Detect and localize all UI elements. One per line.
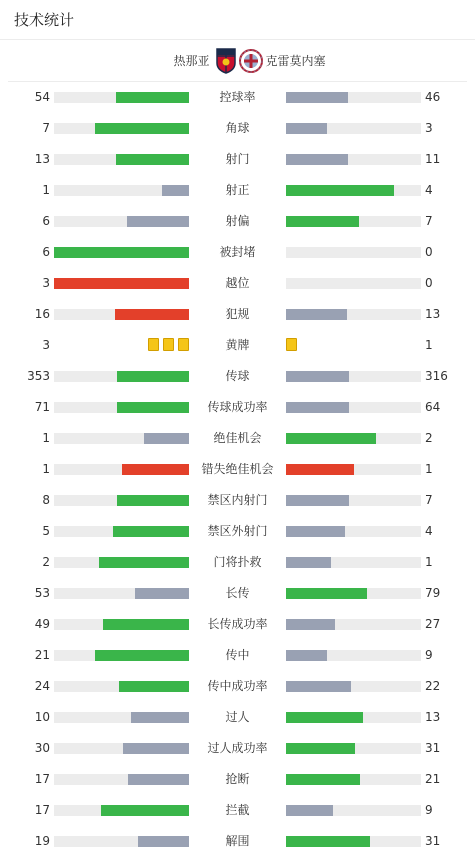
away-bar-fill bbox=[286, 154, 348, 165]
home-team[interactable] bbox=[173, 40, 235, 81]
stat-label: 抢断 bbox=[225, 772, 250, 786]
home-value: 17 bbox=[34, 772, 50, 786]
stat-label: 射正 bbox=[225, 183, 250, 197]
stat-label: 错失绝佳机会 bbox=[201, 462, 274, 476]
away-value: 1 bbox=[425, 338, 433, 352]
stat-label: 禁区外射门 bbox=[207, 524, 268, 538]
stat-label: 控球率 bbox=[219, 90, 256, 104]
home-value: 19 bbox=[34, 834, 50, 848]
away-value: 7 bbox=[425, 493, 433, 507]
stat-label: 射偏 bbox=[225, 214, 250, 228]
stat-row bbox=[0, 795, 475, 826]
home-value: 10 bbox=[34, 710, 50, 724]
away-bar-track bbox=[286, 185, 421, 196]
stat-row bbox=[0, 237, 475, 268]
away-value: 4 bbox=[425, 524, 433, 538]
home-bar-track bbox=[54, 309, 189, 320]
away-bar-fill bbox=[286, 557, 331, 568]
home-bar-track bbox=[54, 774, 189, 785]
home-bar-fill bbox=[117, 371, 189, 382]
home-bar-track bbox=[54, 123, 189, 134]
stat-row bbox=[0, 516, 475, 547]
away-bar-track bbox=[286, 681, 421, 692]
home-bar-fill bbox=[162, 185, 189, 196]
stat-label: 角球 bbox=[225, 121, 250, 135]
home-value: 71 bbox=[34, 400, 50, 414]
home-value: 5 bbox=[42, 524, 50, 538]
away-bar-fill bbox=[286, 433, 376, 444]
home-bar-fill bbox=[54, 278, 189, 289]
page-title: 技术统计 bbox=[14, 11, 75, 29]
yellow-card-icon bbox=[148, 338, 159, 351]
away-bar-track bbox=[286, 588, 421, 599]
home-bar-fill bbox=[122, 464, 190, 475]
away-bar-fill bbox=[286, 464, 354, 475]
away-bar-fill bbox=[286, 216, 359, 227]
home-bar-fill bbox=[144, 433, 189, 444]
away-bar-track bbox=[286, 805, 421, 816]
away-bar-fill bbox=[286, 526, 345, 537]
home-bar-track bbox=[54, 681, 189, 692]
away-value: 31 bbox=[425, 834, 441, 848]
stat-label: 传球成功率 bbox=[207, 400, 268, 414]
home-value: 3 bbox=[42, 276, 50, 290]
genoa-crest-icon bbox=[216, 48, 236, 74]
away-bar-fill bbox=[286, 309, 347, 320]
home-value: 54 bbox=[34, 90, 50, 104]
away-bar-fill bbox=[286, 92, 348, 103]
home-bar-track bbox=[54, 154, 189, 165]
away-team[interactable] bbox=[238, 40, 326, 81]
home-bar-track bbox=[54, 278, 189, 289]
away-bar-fill bbox=[286, 836, 370, 847]
away-value: 11 bbox=[425, 152, 441, 166]
home-bar-track bbox=[54, 743, 189, 754]
cremonese-crest-icon bbox=[238, 48, 264, 74]
home-value: 8 bbox=[42, 493, 50, 507]
stat-label: 拦截 bbox=[225, 803, 250, 817]
home-bar-fill bbox=[115, 309, 189, 320]
yellow-card-icon bbox=[163, 338, 174, 351]
away-bar-fill bbox=[286, 495, 349, 506]
home-bar-track bbox=[54, 619, 189, 630]
home-bar-track bbox=[54, 805, 189, 816]
away-bar-fill bbox=[286, 619, 335, 630]
home-value: 6 bbox=[42, 245, 50, 259]
away-bar-fill bbox=[286, 123, 327, 134]
stat-label: 长传成功率 bbox=[207, 617, 268, 631]
away-value: 13 bbox=[425, 710, 441, 724]
away-value: 9 bbox=[425, 803, 433, 817]
stat-label: 犯规 bbox=[225, 307, 250, 321]
home-bar-track bbox=[54, 92, 189, 103]
away-bar-track bbox=[286, 154, 421, 165]
home-bar-track bbox=[54, 712, 189, 723]
away-bar-track bbox=[286, 402, 421, 413]
home-value: 13 bbox=[34, 152, 50, 166]
yellow-card-icon bbox=[286, 338, 297, 351]
away-yellow-cards bbox=[286, 338, 297, 351]
away-bar-track bbox=[286, 774, 421, 785]
stat-label: 传中 bbox=[225, 648, 250, 662]
away-value: 79 bbox=[425, 586, 441, 600]
home-value: 353 bbox=[27, 369, 50, 383]
away-bar-fill bbox=[286, 743, 355, 754]
home-value: 6 bbox=[42, 214, 50, 228]
away-value: 316 bbox=[425, 369, 448, 383]
home-bar-fill bbox=[95, 123, 190, 134]
away-bar-track bbox=[286, 836, 421, 847]
stat-row bbox=[0, 423, 475, 454]
stat-label: 长传 bbox=[225, 586, 250, 600]
away-bar-track bbox=[286, 216, 421, 227]
stat-label: 解围 bbox=[225, 834, 250, 848]
stat-row bbox=[0, 609, 475, 640]
home-bar-fill bbox=[95, 650, 190, 661]
stat-label: 传球 bbox=[225, 369, 250, 383]
home-bar-track bbox=[54, 433, 189, 444]
stat-row bbox=[0, 454, 475, 485]
away-value: 27 bbox=[425, 617, 441, 631]
away-bar-fill bbox=[286, 402, 349, 413]
away-value: 46 bbox=[425, 90, 441, 104]
yellow-card-icon bbox=[178, 338, 189, 351]
home-bar-fill bbox=[128, 774, 189, 785]
away-bar-fill bbox=[286, 712, 363, 723]
home-value: 1 bbox=[42, 183, 50, 197]
stat-row bbox=[0, 113, 475, 144]
away-bar-fill bbox=[286, 588, 367, 599]
stat-row bbox=[0, 144, 475, 175]
away-bar-fill bbox=[286, 371, 349, 382]
away-value: 1 bbox=[425, 462, 433, 476]
home-bar-fill bbox=[116, 92, 189, 103]
stat-label: 越位 bbox=[225, 276, 250, 290]
stat-row bbox=[0, 640, 475, 671]
stat-row bbox=[0, 547, 475, 578]
away-value: 4 bbox=[425, 183, 433, 197]
away-team-name: 克雷莫内塞 bbox=[265, 54, 326, 68]
home-bar-fill bbox=[113, 526, 189, 537]
home-value: 1 bbox=[42, 431, 50, 445]
home-value: 21 bbox=[34, 648, 50, 662]
away-bar-track bbox=[286, 712, 421, 723]
away-bar-track bbox=[286, 464, 421, 475]
home-value: 17 bbox=[34, 803, 50, 817]
away-bar-track bbox=[286, 433, 421, 444]
away-value: 2 bbox=[425, 431, 433, 445]
stat-row bbox=[0, 702, 475, 733]
home-team-name: 热那亚 bbox=[173, 54, 210, 68]
away-bar-fill bbox=[286, 185, 394, 196]
away-bar-track bbox=[286, 371, 421, 382]
away-bar-track bbox=[286, 495, 421, 506]
home-bar-track bbox=[54, 526, 189, 537]
home-value: 1 bbox=[42, 462, 50, 476]
home-bar-fill bbox=[103, 619, 189, 630]
stat-label: 禁区内射门 bbox=[207, 493, 268, 507]
stat-row bbox=[0, 82, 475, 113]
stat-label: 过人成功率 bbox=[207, 741, 268, 755]
stat-label: 传中成功率 bbox=[207, 679, 268, 693]
away-bar-track bbox=[286, 123, 421, 134]
stat-row bbox=[0, 361, 475, 392]
away-value: 9 bbox=[425, 648, 433, 662]
away-value: 0 bbox=[425, 245, 433, 259]
stat-row bbox=[0, 733, 475, 764]
home-bar-track bbox=[54, 185, 189, 196]
away-value: 13 bbox=[425, 307, 441, 321]
home-bar-fill bbox=[117, 495, 189, 506]
stat-row bbox=[0, 268, 475, 299]
home-bar-fill bbox=[138, 836, 189, 847]
stat-row bbox=[0, 175, 475, 206]
away-bar-track bbox=[286, 743, 421, 754]
away-bar-fill bbox=[286, 774, 360, 785]
away-value: 7 bbox=[425, 214, 433, 228]
away-bar-track bbox=[286, 92, 421, 103]
stat-row bbox=[0, 392, 475, 423]
home-bar-fill bbox=[127, 216, 189, 227]
home-value: 16 bbox=[34, 307, 50, 321]
away-bar-track bbox=[286, 309, 421, 320]
home-bar-track bbox=[54, 557, 189, 568]
home-bar-fill bbox=[135, 588, 189, 599]
home-value: 7 bbox=[42, 121, 50, 135]
stat-row bbox=[0, 206, 475, 237]
home-yellow-cards bbox=[148, 338, 189, 351]
stat-label: 射门 bbox=[225, 152, 250, 166]
home-value: 49 bbox=[34, 617, 50, 631]
home-bar-track bbox=[54, 650, 189, 661]
stat-row bbox=[0, 578, 475, 609]
home-bar-track bbox=[54, 836, 189, 847]
home-bar-track bbox=[54, 464, 189, 475]
away-bar-track bbox=[286, 619, 421, 630]
away-bar-fill bbox=[286, 681, 351, 692]
home-bar-fill bbox=[54, 247, 189, 258]
home-bar-fill bbox=[101, 805, 189, 816]
stat-label: 过人 bbox=[225, 710, 250, 724]
home-value: 30 bbox=[34, 741, 50, 755]
home-value: 3 bbox=[42, 338, 50, 352]
home-value: 53 bbox=[34, 586, 50, 600]
home-bar-fill bbox=[116, 154, 189, 165]
stat-label: 绝佳机会 bbox=[213, 431, 262, 445]
stat-label: 被封堵 bbox=[219, 245, 256, 259]
stat-row bbox=[0, 826, 475, 857]
away-bar-fill bbox=[286, 805, 333, 816]
home-bar-track bbox=[54, 247, 189, 258]
home-value: 2 bbox=[42, 555, 50, 569]
stat-row bbox=[0, 299, 475, 330]
home-bar-track bbox=[54, 495, 189, 506]
away-value: 1 bbox=[425, 555, 433, 569]
away-bar-track bbox=[286, 278, 421, 289]
away-value: 0 bbox=[425, 276, 433, 290]
away-bar-track bbox=[286, 526, 421, 537]
away-bar-track bbox=[286, 557, 421, 568]
header bbox=[0, 0, 475, 40]
home-bar-fill bbox=[117, 402, 189, 413]
stat-label: 门将扑救 bbox=[213, 555, 262, 569]
home-bar-fill bbox=[119, 681, 189, 692]
away-value: 21 bbox=[425, 772, 441, 786]
stat-row bbox=[0, 764, 475, 795]
stat-row bbox=[0, 485, 475, 516]
away-value: 22 bbox=[425, 679, 441, 693]
away-bar-fill bbox=[286, 650, 327, 661]
home-value: 24 bbox=[34, 679, 50, 693]
away-bar-track bbox=[286, 650, 421, 661]
stat-label: 黄牌 bbox=[225, 338, 250, 352]
away-value: 3 bbox=[425, 121, 433, 135]
home-bar-fill bbox=[123, 743, 189, 754]
home-bar-fill bbox=[131, 712, 189, 723]
stat-row bbox=[0, 330, 475, 361]
teams-header bbox=[8, 40, 467, 82]
home-bar-track bbox=[54, 371, 189, 382]
away-value: 64 bbox=[425, 400, 441, 414]
home-bar-fill bbox=[99, 557, 189, 568]
away-bar-track bbox=[286, 247, 421, 258]
away-value: 31 bbox=[425, 741, 441, 755]
stat-row bbox=[0, 671, 475, 702]
home-bar-track bbox=[54, 216, 189, 227]
home-bar-track bbox=[54, 402, 189, 413]
home-bar-track bbox=[54, 588, 189, 599]
